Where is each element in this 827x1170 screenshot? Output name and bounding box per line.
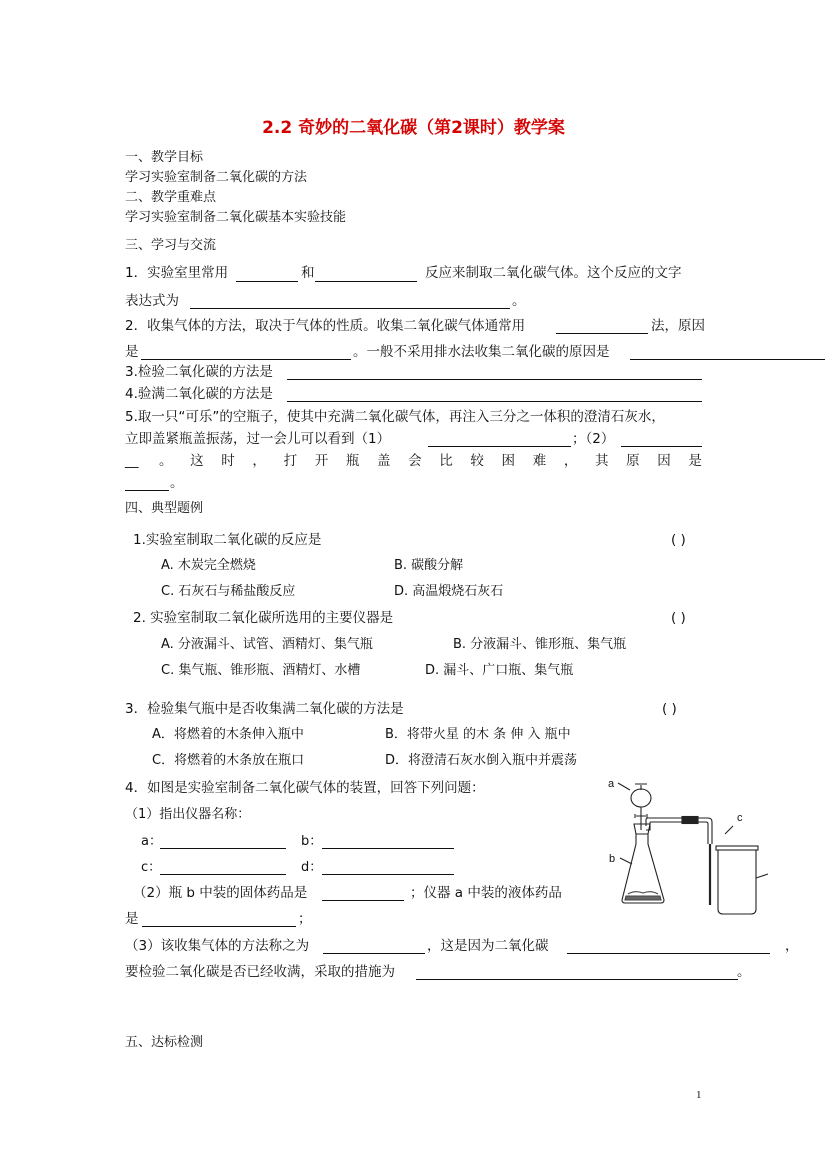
- q5-line3-lead: __: [125, 453, 139, 469]
- ex4-part2c: 是: [125, 911, 139, 927]
- ex4-blank-liquid: [142, 926, 296, 927]
- ex4-blank-c: [160, 874, 286, 875]
- q4-blank: [287, 401, 702, 402]
- q2-blank-2: [141, 359, 351, 360]
- co2-apparatus-figure: [600, 778, 775, 920]
- ex1-paren: ( ): [671, 532, 686, 548]
- q1-text-d: 表达式为: [125, 293, 179, 309]
- q5-line3-justified: 。 这 时 ， 打 开 瓶 盖 会 比 较 困 难 ， 其 原 因 是: [159, 453, 702, 469]
- ex4-part2d: ；: [298, 911, 312, 927]
- ex4-part2a: （2）瓶 b 中装的固体药品是: [133, 885, 308, 901]
- goals-text: 学习实验室制备二氧化碳的方法: [125, 170, 308, 185]
- q2-blank-1: [556, 333, 648, 334]
- ex2-option-d: D. 漏斗、广口瓶、集气瓶: [425, 663, 574, 678]
- section-heading-learning: 三、学习与交流: [125, 238, 217, 253]
- ex4-label-a: a：: [141, 834, 162, 849]
- ex3-paren: ( ): [662, 701, 677, 717]
- q2-text-a: 2．收集气体的方法，取决于气体的性质。收集二氧化碳气体通常用: [125, 318, 526, 334]
- q2-text-c: 是: [125, 344, 139, 360]
- section-heading-assessment: 五、达标检测: [125, 1035, 204, 1050]
- q4-text: 4.验满二氧化碳的方法是: [125, 386, 273, 402]
- q5-line2a: 立即盖紧瓶盖振荡，过一会儿可以看到（1）: [125, 431, 391, 447]
- ex4-part3e: 。: [737, 964, 751, 980]
- ex1-option-c: C. 石灰石与稀盐酸反应: [161, 584, 296, 599]
- q2-text-d: 。一般不采用排水法收集二氧化碳的原因是: [353, 344, 610, 360]
- ex1-option-b: B. 碳酸分解: [394, 558, 464, 573]
- ex4-blank-a: [160, 848, 286, 849]
- ex2-option-a: A. 分液漏斗、试管、酒精灯、集气瓶: [161, 637, 373, 652]
- q1-text-e: 。: [512, 293, 526, 309]
- figure-label-c: c: [737, 812, 743, 824]
- q1-blank-1: [236, 281, 298, 282]
- ex4-label-d: d：: [301, 860, 323, 875]
- q1-text-c: 反应来制取二氧化碳气体。这个反应的文字: [425, 265, 682, 281]
- section-heading-goals: 一、教学目标: [125, 150, 204, 165]
- ex4-part3c: ，: [785, 938, 799, 954]
- ex2-stem: 2. 实验室制取二氧化碳所选用的主要仪器是: [133, 610, 394, 626]
- section-heading-examples: 四、典型题例: [125, 501, 204, 516]
- q3-blank: [287, 379, 702, 380]
- q5-line2b: ；（2）: [572, 431, 615, 447]
- ex3-option-b: B．将带火星 的木 条 伸 入 瓶中: [385, 727, 571, 742]
- figure-label-a: a: [608, 778, 615, 790]
- ex3-option-c: C．将燃着的木条放在瓶口: [152, 753, 305, 768]
- ex4-stem: 4．如图是实验室制备二氧化碳气体的装置，回答下列问题：: [125, 780, 485, 796]
- section-heading-keypoints: 二、教学重难点: [125, 190, 217, 205]
- q2-text-b: 法，原因: [651, 318, 705, 334]
- keypoints-text: 学习实验室制备二氧化碳基本实验技能: [125, 210, 347, 225]
- ex4-blank-d: [322, 874, 454, 875]
- q3-text: 3.检验二氧化碳的方法是: [125, 364, 273, 380]
- q5-blank-2: [621, 446, 702, 447]
- ex3-option-a: A．将燃着的木条伸入瓶中: [152, 727, 304, 742]
- ex4-part1: （1）指出仪器名称：: [125, 807, 251, 822]
- ex3-stem: 3．检验集气瓶中是否收集满二氧化碳的方法是: [125, 701, 404, 717]
- ex4-blank-solid: [322, 900, 404, 901]
- ex4-blank-method: [323, 953, 425, 954]
- page-title: 2.2 奇妙的二氧化碳（第2课时）教学案: [262, 118, 565, 138]
- ex1-option-d: D. 高温煅烧石灰石: [394, 584, 504, 599]
- ex4-blank-check: [416, 979, 738, 980]
- figure-label-b: b: [609, 853, 616, 865]
- q1-text-b: 和: [301, 265, 315, 281]
- q2-blank-3: [630, 359, 825, 360]
- page-number: 1: [696, 1089, 702, 1101]
- q5-blank-3: [125, 490, 169, 491]
- ex4-blank-b: [322, 848, 454, 849]
- ex1-option-a: A. 木炭完全燃烧: [161, 558, 256, 573]
- ex2-option-b: B. 分液漏斗、锥形瓶、集气瓶: [453, 637, 627, 652]
- ex2-option-c: C. 集气瓶、锥形瓶、酒精灯、水槽: [161, 663, 361, 678]
- ex4-label-c: c：: [141, 860, 162, 875]
- ex4-part2b: ；仪器 a 中装的液体药品: [410, 885, 562, 901]
- ex1-stem: 1.实验室制取二氧化碳的反应是: [133, 532, 322, 548]
- ex4-part3b: ，这是因为二氧化碳: [427, 938, 549, 954]
- ex2-paren: ( ): [671, 610, 686, 626]
- q1-text-a: 1．实验室里常用: [125, 265, 229, 281]
- ex4-part3a: （3）该收集气体的方法称之为: [125, 938, 310, 954]
- q5-blank-1: [428, 446, 571, 447]
- q5-line4: 。: [170, 475, 184, 491]
- ex3-option-d: D．将澄清石灰水倒入瓶中并震荡: [385, 753, 578, 768]
- ex4-label-b: b：: [301, 834, 323, 849]
- q1-blank-2: [315, 281, 417, 282]
- q1-blank-3: [190, 308, 510, 309]
- q5-line1: 5.取一只“可乐”的空瓶子，使其中充满二氧化碳气体，再注入三分之一体积的澄清石灰水，: [125, 409, 665, 425]
- ex4-part3d: 要检验二氧化碳是否已经收满，采取的措施为: [125, 964, 395, 980]
- ex4-blank-reason: [567, 953, 770, 954]
